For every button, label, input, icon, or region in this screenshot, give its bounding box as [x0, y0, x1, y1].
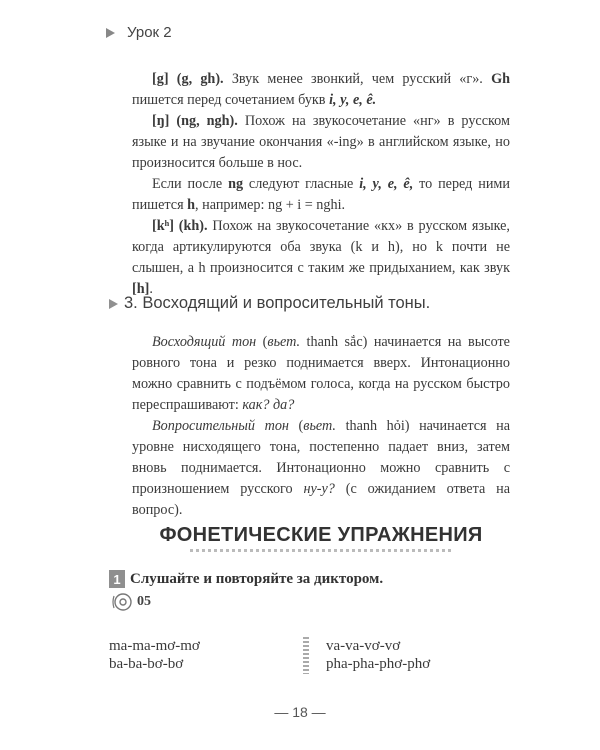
drill-column-left [109, 637, 200, 673]
running-header [106, 24, 172, 41]
paragraph-question-tone: Вопросительный тон (вьет. thanh hỏi) начинается на уровне нисходящего тона, постепенно падает вниз, затем вновь поднимается. Интонационно можно сравнить с произношением русского ну-у? (с ожиданием ответа на вопрос). [132, 418, 510, 518]
section-3-heading [109, 294, 430, 313]
paragraph-ng: [ŋ] (ng, ngh). Похож на звукосочетание «нг» в русском языке и на звучание окончания «-ing» в английском языке, но произносится больше в нос. [132, 113, 510, 171]
section-3-title: 3. Восходящий и вопросительный тоны. [124, 294, 431, 312]
consonant-descriptions [132, 69, 510, 300]
drill-item: va-va-vơ-vơ [326, 638, 401, 654]
ng-symbol: [ŋ] (ng, ngh). [152, 113, 238, 129]
column-separator [303, 637, 309, 674]
drill-column-right [326, 637, 430, 673]
g-symbol: [g] (g, gh). [152, 71, 224, 87]
drill-item: ba-ba-bơ-bơ [109, 656, 184, 672]
tone-descriptions [132, 332, 510, 521]
paragraph-rising-tone: Восходящий тон (вьет. thanh sắc) начинается на высоте ровного тона и резко поднимается вверх. Интонационно можно сравнить с подъёмом голоса, когда на русском быстро переспрашивают: как? да? [132, 334, 510, 413]
exercise-1-heading [109, 570, 383, 588]
paragraph-ng-rule: Если после ng следуют гласные i, y, e, ê, то перед ними пишется h, например: ng + i = nghi. [132, 176, 510, 213]
triangle-arrow-icon [106, 28, 115, 38]
exercise-1-instruction: Слушайте и повторяйте за диктором. [130, 570, 384, 587]
paragraph-kh: [kʰ] (kh). Похож на звукосочетание «кх» в русском языке, когда артикулируются оба звука (k и h), но k почти не слышен, а h произносится с таким же придыханием, как звук [h]. [132, 218, 510, 297]
paragraph-g: [g] (g, gh). Звук менее звонкий, чем русский «г». Gh пишется перед сочетанием букв i, y, e, ê. [132, 71, 510, 108]
exercises-title: ФОНЕТИЧЕСКИЕ УПРАЖНЕНИЯ [159, 524, 483, 546]
title-decorative-line [190, 549, 452, 552]
drill-item: ma-ma-mơ-mơ [109, 638, 200, 654]
audio-track-number: 05 [137, 594, 151, 609]
drill-item: pha-pha-phơ-phơ [326, 656, 431, 672]
triangle-arrow-icon [109, 299, 118, 309]
exercise-number-badge: 1 [109, 570, 125, 588]
lesson-label: Урок 2 [127, 24, 172, 41]
audio-disc-icon [112, 592, 134, 612]
audio-track[interactable] [112, 592, 151, 612]
page-number: — 18 — [274, 704, 326, 720]
kh-symbol: [kʰ] (kh). [152, 218, 208, 234]
